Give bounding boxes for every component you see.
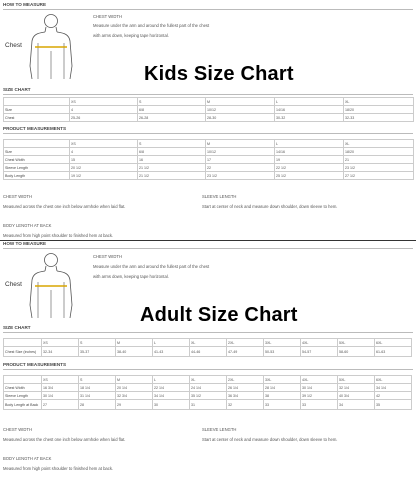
table-cell: 58-60 [338,347,375,357]
table-header-row [4,376,412,384]
table-cell: 28 [79,400,116,410]
table-row [4,392,412,400]
table-cell: 21 [344,156,414,164]
table-header-cell [4,376,42,384]
table-row-label: Size [4,106,70,114]
table-cell: 18 1/4 [79,384,116,392]
table-cell: 27 [42,400,79,410]
table-header-cell: 3XL [264,339,301,347]
table-header-cell: L [275,98,344,106]
adult-chest-width-heading: CHEST WIDTH [93,254,123,259]
kids-sleeve-length-heading: SLEEVE LENGTH [202,194,237,199]
table-row [4,148,414,156]
adult-how-to-measure-heading: HOW TO MEASURE [3,241,47,246]
table-row-label: Chest Width [4,384,42,392]
table-row [4,384,412,392]
table-row [4,106,414,114]
table-cell: 30 1/4 [42,392,79,400]
table-cell: 34 [338,400,375,410]
table-cell: 38-40 [116,347,153,357]
kids-chest-width-text-2: with arms down, keeping tape horizontal. [93,33,169,38]
table-cell: 27 1/2 [344,172,414,180]
table-cell: 34 1/4 [375,384,412,392]
table-cell: 50-53 [264,347,301,357]
table-header-cell: M [116,376,153,384]
table-cell: 39 1/2 [301,392,338,400]
table-cell: 22 [206,164,275,172]
kids-chest-width-heading: CHEST WIDTH [93,14,123,19]
table-cell: 19 [275,156,344,164]
table-cell: 16 3/4 [42,384,79,392]
table-cell: 47-49 [227,347,264,357]
table-header-cell: S [79,376,116,384]
table-cell: 30-32 [275,114,344,122]
table-cell: 34 1/4 [153,392,190,400]
kids-figure-chest-label: Chest [5,42,22,49]
adult-chart-title: Adult Size Chart [140,304,298,326]
kids-product-measurements-heading: PRODUCT MEASUREMENTS [3,126,67,131]
table-row-label: Body Length [4,172,70,180]
table-header-cell: XS [70,98,138,106]
adult-person-figure [20,250,82,320]
table-cell: 35-37 [79,347,116,357]
table-cell: 6/8 [138,148,206,156]
table-cell: 6/8 [138,106,206,114]
kids-chart-title: Kids Size Chart [144,63,294,85]
table-row-label: Size [4,148,70,156]
table-cell: 20 1/2 [70,164,138,172]
table-row [4,164,414,172]
table-cell: 21 1/2 [138,164,206,172]
kids-how-to-measure-heading: HOW TO MEASURE [3,2,47,7]
table-cell: 24 1/4 [190,384,227,392]
table-header-cell: M [206,140,275,148]
table-cell: 33 [301,400,338,410]
table-cell: 32 [227,400,264,410]
table-header-cell: XL [344,140,414,148]
table-cell: 25-26 [70,114,138,122]
table-header-cell: L [153,339,190,347]
table-cell: 42 [375,392,412,400]
table-header-cell: 6XL [375,376,412,384]
table-header-cell: XS [70,140,138,148]
table-cell: 18/20 [344,106,414,114]
kids-chest-width-text-1: Measure under the arm and around the fullest part of the chest [93,23,210,28]
table-header-cell: XL [190,376,227,384]
table-header-cell: 3XL [264,376,301,384]
table-cell: 31 1/4 [79,392,116,400]
table-header-cell: 2XL [227,339,264,347]
table-cell: 15 [70,156,138,164]
table-header-cell: S [138,98,206,106]
table-cell: 41-43 [153,347,190,357]
table-cell: 4 [70,148,138,156]
table-header-cell: L [153,376,190,384]
table-cell: 21 1/2 [138,172,206,180]
table-cell: 22 1/2 [275,164,344,172]
table-row-label: Sleeve Length [4,164,70,172]
table-header-cell: 6XL [375,339,412,347]
adult-size-table [3,338,412,357]
table-cell: 32-33 [344,114,414,122]
table-header-cell: 5XL [338,339,375,347]
kids-divider-top [3,9,413,10]
adult-product-measurements-rule [3,369,413,370]
table-header-cell [4,98,70,106]
kids-product-table [3,139,414,180]
table-cell: 18/20 [344,148,414,156]
adult-chest-width-note-heading: CHEST WIDTH [3,427,33,432]
table-cell: 35 [375,400,412,410]
table-cell: 16 [138,156,206,164]
table-cell: 33 [264,400,301,410]
table-cell: 61-63 [375,347,412,357]
kids-size-chart-rule [3,94,413,95]
table-header-cell: XS [42,339,79,347]
adult-chest-width-text-2: with arms down, keeping tape horizontal. [93,274,169,279]
table-cell: 32 1/4 [338,384,375,392]
table-cell: 10/12 [206,106,275,114]
table-header-cell: M [116,339,153,347]
table-cell: 26-28 [138,114,206,122]
table-row [4,172,414,180]
kids-product-measurements-rule [3,133,413,134]
table-cell: 10/12 [206,148,275,156]
table-header-cell: M [206,98,275,106]
table-cell: 32 3/4 [116,392,153,400]
table-header-cell: XL [190,339,227,347]
table-cell: 25 1/2 [275,172,344,180]
kids-body-length-heading: BODY LENGTH AT BACK [3,223,52,228]
table-row [4,347,412,357]
table-row [4,400,412,410]
table-row-label: Body Length at Back [4,400,42,410]
adult-sleeve-length-note: Start at center of neck and measure down shoulder, down sleeve to hem. [202,437,338,442]
adult-product-table [3,375,412,410]
table-cell: 44-46 [190,347,227,357]
table-header-cell: S [79,339,116,347]
table-cell: 40 3/4 [338,392,375,400]
table-cell: 17 [206,156,275,164]
table-row-label: Chest [4,114,70,122]
table-header-cell [4,339,42,347]
table-header-cell: 4XL [301,376,338,384]
table-cell: 29 [116,400,153,410]
table-header-row [4,339,412,347]
table-cell: 30 [153,400,190,410]
table-header-cell: L [275,140,344,148]
table-cell: 4 [70,106,138,114]
table-cell: 14/16 [275,106,344,114]
kids-size-chart-heading: SIZE CHART [3,87,31,92]
table-cell: 35 1/2 [190,392,227,400]
table-header-cell: 2XL [227,376,264,384]
adult-sleeve-length-heading: SLEEVE LENGTH [202,427,237,432]
table-cell: 32-34 [42,347,79,357]
table-header-cell: XL [344,98,414,106]
table-header-cell: 4XL [301,339,338,347]
table-cell: 19 1/2 [70,172,138,180]
table-header-row [4,98,414,106]
table-cell: 28-30 [206,114,275,122]
table-row-label: Chest Width [4,156,70,164]
table-cell: 36 3/4 [227,392,264,400]
adult-divider-top [3,248,413,249]
table-row [4,156,414,164]
table-row [4,114,414,122]
table-cell: 54-57 [301,347,338,357]
adult-size-chart-heading: SIZE CHART [3,325,31,330]
kids-person-figure [20,11,82,81]
table-row-label: Chest Size (inches) [4,347,42,357]
table-cell: 28 1/4 [264,384,301,392]
table-cell: 22 1/4 [153,384,190,392]
adult-chest-width-note: Measured across the chest one inch below armhole when laid flat. [3,437,126,442]
table-header-cell: XS [42,376,79,384]
table-cell: 30 1/4 [301,384,338,392]
kids-chest-width-note: Measured across the chest one inch below armhole when laid flat. [3,204,126,209]
adult-figure-chest-label: Chest [5,281,22,288]
table-cell: 14/16 [275,148,344,156]
table-cell: 20 1/4 [116,384,153,392]
table-cell: 38 [264,392,301,400]
section-divider [0,240,416,241]
kids-chest-width-note-heading: CHEST WIDTH [3,194,33,199]
kids-body-length-note: Measured from high point shoulder to finished hem at back. [3,233,114,238]
adult-size-chart-rule [3,332,413,333]
table-header-cell: S [138,140,206,148]
table-header-cell: 5XL [338,376,375,384]
table-cell: 23 1/2 [344,164,414,172]
kids-size-table [3,97,414,122]
table-cell: 31 [190,400,227,410]
table-cell: 23 1/2 [206,172,275,180]
table-header-row [4,140,414,148]
kids-sleeve-length-note: Start at center of neck and measure down shoulder, down sleeve to hem. [202,204,338,209]
adult-body-length-note: Measured from high point shoulder to finished hem at back. [3,466,114,471]
table-row-label: Sleeve Length [4,392,42,400]
adult-product-measurements-heading: PRODUCT MEASUREMENTS [3,362,67,367]
table-cell: 26 1/4 [227,384,264,392]
table-header-cell [4,140,70,148]
adult-chest-width-text-1: Measure under the arm and around the fullest part of the chest [93,264,210,269]
adult-body-length-heading: BODY LENGTH AT BACK [3,456,52,461]
